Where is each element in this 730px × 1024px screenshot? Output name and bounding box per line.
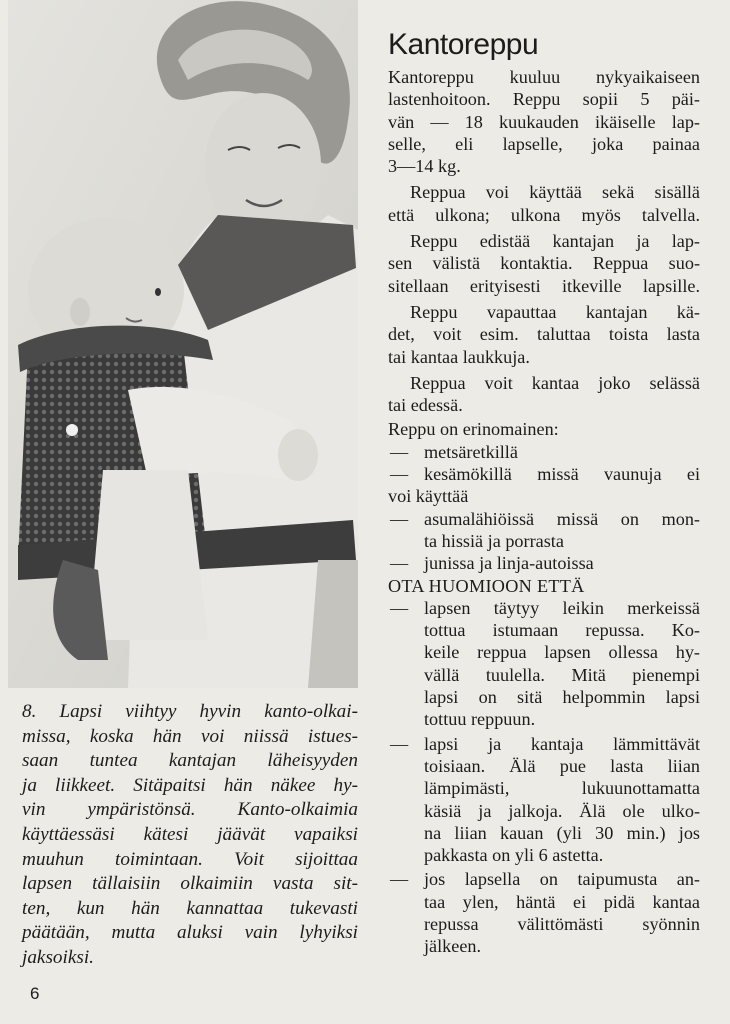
mother-carrying-baby-photo	[8, 0, 358, 688]
page-number: 6	[30, 984, 40, 1003]
text-line: Reppua voit kantaa joko selässä	[410, 372, 700, 393]
list-item-line: lapsen täytyy leikin merkeissä	[424, 597, 700, 618]
caption-line: muuhun toimintaan. Voit sijoittaa	[22, 848, 358, 870]
list-item-line: asumalähiöissä missä on mon-	[424, 508, 700, 529]
text-line: lastenhoitoon. Reppu sopii 5 päi-	[388, 89, 700, 110]
list-item	[388, 508, 700, 553]
list-item	[388, 552, 700, 574]
list-item-line: junissa ja linja-autoissa	[424, 553, 594, 574]
list-item-line: pakkasta on yli 6 astetta.	[424, 845, 604, 866]
dash-marker: —	[390, 441, 409, 462]
paragraph	[388, 301, 700, 368]
paragraph	[388, 230, 700, 297]
article-title: Kantoreppu	[388, 28, 539, 61]
list-item-line: kesämökillä missä vaunuja ei	[424, 464, 700, 485]
photo-caption	[22, 700, 358, 971]
list-item	[388, 868, 700, 957]
article-column	[388, 28, 700, 958]
caption-line: jaksoiksi.	[22, 946, 94, 968]
text-line: että ulkona; ulkona myös talvella.	[388, 204, 700, 225]
caption-line: päätään, mutta aluksi vain lyhyiksi	[22, 922, 358, 944]
list-item-line: tottuu reppuun.	[424, 709, 536, 730]
list-item-line: jos lapsella on taipumusta an-	[424, 869, 700, 890]
text-line: tai kantaa laukkuja.	[388, 346, 530, 367]
list-item-line: käsiä ja jalkoja. Älä ole ulko-	[424, 800, 700, 821]
list-item-line: na liian kauan (yli 30 min.) jos	[424, 822, 700, 843]
uses-list	[388, 441, 700, 575]
caption-line: 8. Lapsi viihtyy hyvin kanto-olkai-	[22, 701, 358, 722]
caption-line: saan tuntea kantajan läheisyyden	[22, 750, 358, 772]
list-item	[388, 463, 700, 508]
baby-carrier-photo	[8, 0, 358, 688]
list-item	[388, 597, 700, 731]
list-item-line: repussa välittömästi syönnin	[424, 913, 700, 934]
list-intro: Reppu on erinomainen:	[388, 419, 559, 440]
caption-line: ten, kun hän kannattaa tukevasti	[22, 897, 358, 919]
notice-list	[388, 597, 700, 958]
paragraph	[388, 372, 700, 417]
list-item-line: keile reppua lapsen ollessa hy-	[424, 642, 700, 663]
caption-line: käyttäessäsi kätesi jäävät vapaiksi	[22, 823, 358, 845]
list-item	[388, 441, 700, 463]
list-item	[388, 733, 700, 867]
intro-paragraph	[388, 66, 700, 177]
dash-marker: —	[390, 508, 409, 529]
caption-line: vin ympäristönsä. Kanto-olkaimia	[22, 799, 358, 821]
text-line: Reppua voi käyttää sekä sisällä	[410, 182, 700, 203]
dash-marker: —	[390, 733, 409, 754]
dash-marker: —	[390, 869, 409, 890]
dash-marker: —	[390, 553, 409, 574]
list-item-line: lapsi on sitä helpommin lapsi	[424, 687, 700, 708]
text-line: sen välistä kontaktia. Reppua suo-	[388, 253, 700, 274]
list-item-line: voi käyttää	[388, 486, 469, 507]
notice-heading: OTA HUOMIOON ETTÄ	[388, 575, 585, 596]
dash-marker: —	[390, 597, 409, 618]
text-line: Reppu edistää kantajan ja lap-	[410, 231, 700, 252]
text-line: vän — 18 kuukauden ikäiselle lap-	[388, 111, 700, 132]
dash-marker: —	[390, 464, 409, 485]
caption-line: ja liikkeet. Sitäpaitsi hän näkee hy-	[22, 774, 358, 796]
paragraph	[388, 181, 700, 226]
text-line: 3—14 kg.	[388, 156, 461, 177]
text-line: Kantoreppu kuuluu nykyaikaiseen	[388, 67, 700, 87]
text-line: det, voit esim. taluttaa toista lasta	[388, 324, 700, 345]
list-item-line: taa ylen, häntä ei pidä kantaa	[424, 891, 700, 912]
caption-line: lapsen tällaisiin olkaimiin vasta sit-	[22, 873, 358, 895]
list-item-line: vällä tuulella. Mitä pienempi	[424, 664, 700, 685]
text-line: Reppu vapauttaa kantajan kä-	[410, 301, 700, 322]
list-item-line: jälkeen.	[424, 936, 482, 957]
list-item-line: ta hissiä ja porrasta	[424, 530, 564, 551]
list-item-line: lapsi ja kantaja lämmittävät	[424, 733, 700, 754]
list-item-line: toisiaan. Älä pue lasta liian	[424, 755, 700, 776]
text-line: sitellaan erityisesti itkeville lapsille.	[388, 275, 700, 296]
list-item-line: lämpimästi, lukuunottamatta	[424, 778, 700, 799]
list-item-line: metsäretkillä	[424, 441, 518, 462]
list-item-line: tottua istumaan repussa. Ko-	[424, 620, 700, 641]
caption-line: missa, koska hän voi niissä istues-	[22, 725, 358, 747]
text-line: selle, eli lapselle, joka painaa	[388, 133, 700, 154]
text-line: tai edessä.	[388, 395, 463, 416]
